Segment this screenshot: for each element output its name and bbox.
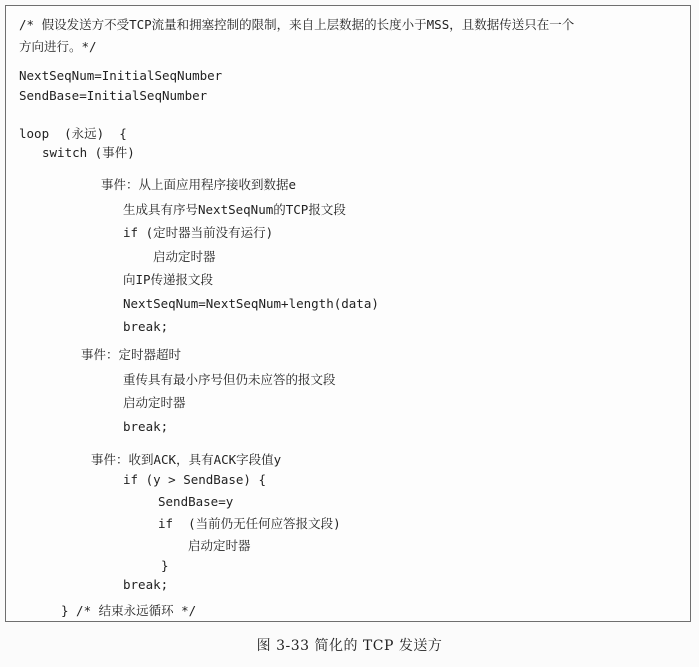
code-line-nextseqnum-init: NextSeqNum=InitialSeqNumber — [19, 68, 223, 83]
code-line-if-unacked: if (当前仍无任何应答报文段) — [158, 516, 341, 531]
code-line-retransmit: 重传具有最小序号但仍未应答的报文段 — [123, 372, 336, 387]
code-line-break-3: break; — [123, 577, 169, 592]
code-line-close-brace-inner: } — [161, 558, 169, 573]
figure-caption: 图 3-33 简化的 TCP 发送方 — [256, 638, 443, 654]
comment-line-2: 方向进行。*/ — [19, 39, 97, 54]
code-line-sendbase-y: SendBase=y — [158, 494, 234, 509]
code-line-if-y-gt-sendbase: if (y > SendBase) { — [123, 472, 266, 487]
code-line-event-data: 事件：从上面应用程序接收到数据e — [101, 177, 297, 192]
code-line-nextseqnum-update: NextSeqNum=NextSeqNum+length(data) — [123, 296, 379, 311]
code-line-if-timer: if (定时器当前没有运行) — [123, 225, 274, 240]
code-line-event-timeout: 事件：定时器超时 — [81, 347, 182, 362]
code-line-loop: loop (永远) { — [19, 126, 127, 141]
code-line-create-segment: 生成具有序号NextSeqNum的TCP报文段 — [123, 202, 346, 217]
comment-line-1: /* 假设发送方不受TCP流量和拥塞控制的限制，来自上层数据的长度小于MSS，且数据传送只在一个 — [19, 17, 575, 32]
code-line-start-timer-2: 启动定时器 — [123, 395, 186, 410]
code-listing-box — [5, 5, 691, 622]
code-line-start-timer-3: 启动定时器 — [188, 538, 251, 553]
code-line-switch: switch (事件) — [42, 145, 135, 160]
code-line-end-loop: } /* 结束永远循环 */ — [61, 603, 197, 618]
code-line-break-1: break; — [123, 319, 169, 334]
code-line-start-timer-1: 启动定时器 — [153, 249, 216, 264]
code-line-break-2: break; — [123, 419, 169, 434]
code-line-event-ack: 事件：收到ACK，具有ACK字段值y — [91, 452, 282, 467]
code-line-pass-to-ip: 向IP传递报文段 — [123, 272, 214, 287]
code-line-sendbase-init: SendBase=InitialSeqNumber — [19, 88, 208, 103]
